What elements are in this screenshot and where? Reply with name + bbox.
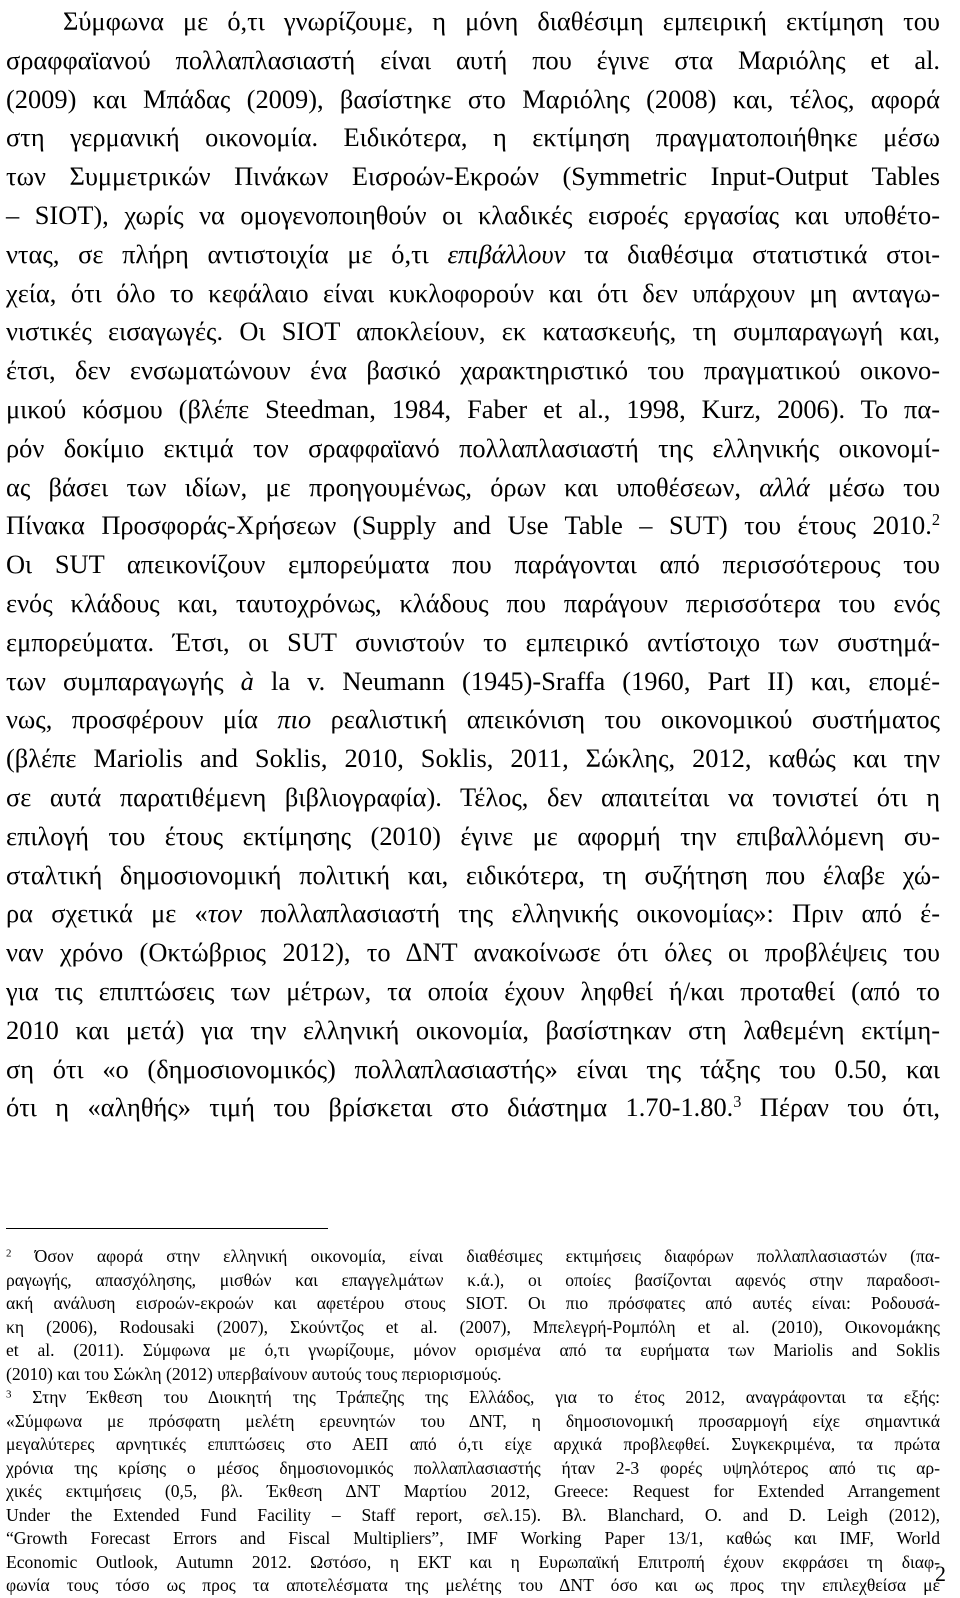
text-line bbox=[6, 739, 940, 778]
text-run: στη γερμανική οικονομία. Ειδικότερα, η εκτίμηση πραγματοποιήθηκε μέσω bbox=[6, 122, 940, 153]
text-line bbox=[6, 41, 940, 80]
footnote-marker: 3 bbox=[6, 1388, 12, 1401]
footnote-marker: 2 bbox=[6, 1247, 12, 1260]
footnote-line bbox=[6, 1457, 940, 1481]
footnote-marker: 3 bbox=[733, 1092, 742, 1112]
footnote-line bbox=[6, 1316, 940, 1340]
text-run: (2009) και Μπάδας (2009), βασίστηκε στο Μαριόλης (2008) και, τέλος, αφορά bbox=[6, 83, 940, 114]
text-line bbox=[6, 351, 940, 390]
text-run: για τις επιπτώσεις των μέτρων, τα οποία έχουν ληφθεί ή/και προταθεί (από το bbox=[6, 975, 940, 1006]
footnote-line bbox=[6, 1245, 940, 1269]
text-line bbox=[6, 1088, 940, 1127]
footnote-line bbox=[6, 1386, 940, 1410]
text-line bbox=[6, 274, 940, 313]
text-line bbox=[6, 1050, 940, 1089]
text-run: Όσον αφορά στην ελληνική οικονομία, είναι διαθέσιμες εκτιμήσεις διαφόρων πολλαπλασιαστών (πα- bbox=[11, 1246, 940, 1266]
footnote-line bbox=[6, 1527, 940, 1551]
footnote-line bbox=[6, 1480, 940, 1504]
text-run: μέσω του bbox=[809, 471, 941, 502]
footnotes bbox=[6, 1245, 940, 1598]
footnote-line bbox=[6, 1433, 940, 1457]
italic-text: τον bbox=[207, 898, 243, 929]
text-line bbox=[6, 312, 940, 351]
text-line bbox=[6, 1011, 940, 1050]
text-run: εμπορεύματα. Έτσι, οι SUT συνιστούν το εμπειρικό αντίστοιχο των συστημά- bbox=[6, 626, 940, 657]
text-line bbox=[6, 196, 940, 235]
text-run: (2010) και του Σώκλη (2012) υπερβαίνουν αυτούς τους περιορισμούς. bbox=[6, 1363, 502, 1384]
text-line bbox=[6, 623, 940, 662]
text-run: “Growth Forecast Errors and Fiscal Multipliers”, IMF Working Paper 13/1, καθώς και IMF, World bbox=[6, 1528, 940, 1548]
italic-text: πιο bbox=[277, 704, 312, 735]
footnote-line bbox=[6, 1339, 940, 1363]
footnote-line bbox=[6, 1292, 940, 1316]
main-text bbox=[6, 2, 940, 1127]
footnote-line bbox=[6, 1269, 940, 1293]
text-run: Economic Outlook, Autumn 2012. Ωστόσο, η ΕΚΤ και η Ευρωπαϊκή Επιτροπή έχουν εκφράσει τη διαφ- bbox=[6, 1551, 940, 1572]
text-line bbox=[6, 662, 940, 701]
text-run: ναν χρόνο (Οκτώβριος 2012), το ΔΝΤ ανακοίνωσε ότι όλες οι προβλέψεις του bbox=[6, 937, 940, 968]
text-run: επιλογή του έτους εκτίμησης (2010) έγινε με αφορμή την επιβαλλόμενη συ- bbox=[6, 820, 940, 851]
text-line bbox=[6, 429, 940, 468]
text-line bbox=[6, 2, 940, 41]
text-run: Under the Extended Fund Facility – Staff report, σελ.15). Βλ. Blanchard, O. and D. Leigh (2012), bbox=[6, 1504, 940, 1525]
text-run: ρόν δοκίμιο εκτιμά τον σραφφαϊανό πολλαπλασιαστή της ελληνικής οικονομί- bbox=[6, 432, 940, 463]
text-run: μεγαλύτερες αρνητικές επιπτώσεις στο ΑΕΠ από ό,τι είχε αρχικά προβλεφθεί. Συγκεκριμένα, τα πρώτα bbox=[6, 1434, 940, 1454]
text-run: ακή ανάλυση εισροών-εκροών και αφετέρου στους SIOT. Οι πιο πρόσφατες από αυτές είναι: Ροδουσά- bbox=[6, 1293, 940, 1313]
text-run: χεία, ότι όλο το κεφάλαιο είναι κυκλοφορούν και ότι δεν υπάρχουν μη ανταγω- bbox=[6, 277, 940, 308]
text-run: χικές εκτιμήσεις (0,5, βλ. Έκθεση ΔΝΤ Μαρτίου 2012, Greece: Request for Extended Arrangement bbox=[6, 1481, 940, 1501]
text-run: νιστικές εισαγωγές. Οι SIOT αποκλείουν, εκ κατασκευής, τη συμπαραγωγή και, bbox=[6, 316, 940, 347]
text-run: ντας, σε πλήρη αντιστοιχία με ό,τι bbox=[6, 238, 448, 269]
text-line bbox=[6, 157, 940, 196]
text-run: Οι SUT απεικονίζουν εμπορεύματα που παράγονται από περισσότερους του bbox=[6, 549, 940, 580]
text-line bbox=[6, 817, 940, 856]
italic-text: αλλά bbox=[759, 471, 810, 502]
text-run: σραφφαϊανού πολλαπλασιαστή είναι αυτή που έγινε στα Μαριόλης et al. bbox=[6, 44, 940, 75]
text-line bbox=[6, 584, 940, 623]
text-run: – SIOT), χωρίς να ομογενοποιηθούν οι κλαδικές εισροές εργασίας και υποθέτο- bbox=[6, 199, 940, 230]
footnote-line bbox=[6, 1551, 940, 1575]
text-line bbox=[6, 933, 940, 972]
footnote-line bbox=[6, 1410, 940, 1434]
text-run: ας βάσει των ιδίων, με προηγουμένως, όρων και υποθέσεων, bbox=[6, 471, 760, 502]
footnote-marker: 2 bbox=[931, 510, 940, 530]
text-run: έτσι, δεν ενσωματώνουν ένα βασικό χαρακτηριστικό του πραγματικού οικονο- bbox=[6, 355, 940, 386]
text-run: la v. Neumann (1945)-Sraffa (1960, Part II) και, επομέ- bbox=[253, 665, 940, 696]
text-line bbox=[6, 700, 940, 739]
text-run: Σύμφωνα με ό,τι γνωρίζουμε, η μόνη διαθέσιμη εμπειρική εκτίμηση του bbox=[63, 6, 940, 36]
text-line bbox=[6, 545, 940, 584]
text-run: 2010 και μετά) για την ελληνική οικονομία, βασίστηκαν στη λαθεμένη εκτίμη- bbox=[6, 1014, 940, 1045]
text-run: πολλαπλασιαστή της ελληνικής οικονομίας»: Πριν από έ- bbox=[242, 898, 941, 929]
text-run: χρόνια της κρίσης ο μέσος δημοσιονομικός πολλαπλασιαστής ήταν 2-3 φορές υψηλότερος από τις αρ- bbox=[6, 1457, 940, 1478]
text-run: των συμπαραγωγής bbox=[6, 665, 241, 696]
text-line bbox=[6, 856, 940, 895]
text-run: «Σύμφωνα με πρόσφατη μελέτη ερευνητών του ΔΝΤ, η δημοσιονομική προσαρμογή είχε σημαντικά bbox=[6, 1410, 940, 1431]
text-run: τα διαθέσιμα στατιστικά στοι- bbox=[565, 238, 940, 269]
italic-text: επιβάλλουν bbox=[447, 238, 566, 269]
text-line bbox=[6, 390, 940, 429]
text-run: ρεαλιστική απεικόνιση του οικονομικού συστήματος bbox=[311, 704, 940, 735]
text-line bbox=[6, 80, 940, 119]
text-run: Στην Έκθεση του Διοικητή της Τράπεζης της Ελλάδος, για το έτος 2012, αναγράφονται τα εξής: bbox=[11, 1387, 940, 1407]
text-line bbox=[6, 118, 940, 157]
text-run: κη (2006), Rodousaki (2007), Σκούντζος et al. (2007), Μπελεγρή-Ρομπόλη et al. (2010), Οικονομάκης bbox=[6, 1316, 940, 1337]
text-run: μικού κόσμου (βλέπε Steedman, 1984, Faber et al., 1998, Kurz, 2006). Το πα- bbox=[6, 393, 940, 424]
text-run: των Συμμετρικών Πινάκων Εισροών-Εκροών (Symmetric Input-Output Tables bbox=[6, 161, 940, 192]
text-run: ότι η «αληθής» τιμή του βρίσκεται στο διάστημα 1.70-1.80. bbox=[6, 1092, 734, 1123]
text-run: νως, προσφέρουν μία bbox=[6, 704, 278, 735]
footnote-line bbox=[6, 1504, 940, 1528]
text-run: ση ότι «ο (δημοσιονομικός) πολλαπλασιαστής» είναι της τάξης του 0.50, και bbox=[6, 1053, 940, 1084]
footnote-line bbox=[6, 1363, 940, 1387]
text-run: σε αυτά παρατιθέμενη βιβλιογραφία). Τέλος, δεν απαιτείται να τονιστεί ότι η bbox=[6, 781, 940, 812]
text-line bbox=[6, 235, 940, 274]
text-run: σταλτική δημοσιονομική πολιτική και, ειδικότερα, τη συζήτηση που έλαβε χώ- bbox=[6, 859, 940, 890]
italic-text: à bbox=[240, 665, 254, 696]
text-line bbox=[6, 778, 940, 817]
text-line bbox=[6, 506, 940, 545]
text-run: (βλέπε Mariolis and Soklis, 2010, Soklis, 2011, Σώκλης, 2012, καθώς και την bbox=[6, 743, 940, 774]
text-line bbox=[6, 894, 940, 933]
text-run: ρα σχετικά με « bbox=[6, 898, 208, 929]
page-number: 2 bbox=[935, 1561, 946, 1586]
text-run: ενός κλάδους και, ταυτοχρόνως, κλάδους που παράγουν περισσότερα του ενός bbox=[6, 587, 940, 618]
text-run: ραγωγής, απασχόλησης, μισθών και επαγγελμάτων κ.ά.), οι οποίες βασίζονται αφενός στην παραδοσι- bbox=[6, 1269, 940, 1290]
text-run: et al. (2011). Σύμφωνα με ό,τι γνωρίζουμε, μόνον ορισμένα από τα ευρήματα των Mariolis and Soklis bbox=[6, 1340, 940, 1360]
text-line bbox=[6, 972, 940, 1011]
text-run: φωνία τους τόσο ως προς τα αποτελέσματα της μελέτης του ΔΝΤ όσο και ως προς την επιλεχθείσα με bbox=[6, 1575, 940, 1595]
text-line bbox=[6, 468, 940, 507]
text-run: Πέραν του ότι, bbox=[741, 1092, 940, 1123]
footnote-separator bbox=[6, 1228, 328, 1229]
text-run: Πίνακα Προσφοράς-Χρήσεων (Supply and Use Table – SUT) του έτους 2010. bbox=[6, 510, 932, 541]
